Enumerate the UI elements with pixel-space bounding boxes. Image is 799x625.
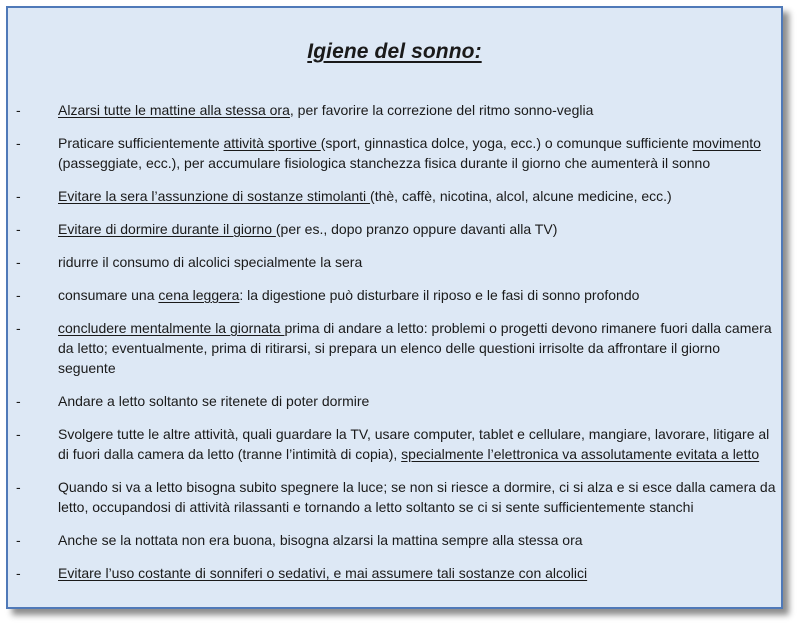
item-text: : la digestione può disturbare il riposo e le fasi di sonno profondo bbox=[239, 287, 640, 303]
sleep-hygiene-panel bbox=[6, 6, 783, 609]
list-item bbox=[16, 424, 778, 464]
emphasized-text: Evitare l’uso costante di sonniferi o sedativi, e mai assumere tali sostanze con alcolici bbox=[58, 565, 588, 581]
list-item bbox=[16, 285, 778, 305]
bullet-dash: - bbox=[16, 254, 21, 270]
item-text: Praticare sufficientemente bbox=[58, 135, 224, 151]
emphasized-text: attività sportive bbox=[223, 135, 321, 151]
list-item bbox=[16, 252, 778, 272]
bullet-dash: - bbox=[16, 393, 21, 409]
bullet-dash: - bbox=[16, 479, 21, 495]
list-item bbox=[16, 318, 778, 378]
bullet-dash: - bbox=[16, 532, 21, 548]
item-text: ridurre il consumo di alcolici specialmente la sera bbox=[58, 254, 363, 270]
bullet-dash: - bbox=[16, 135, 21, 151]
item-text: , per favorire la correzione del ritmo sonno-veglia bbox=[289, 102, 594, 118]
emphasized-text: Evitare la sera l’assunzione di sostanze stimolanti bbox=[58, 188, 371, 204]
emphasized-text: Evitare di dormire durante il giorno bbox=[58, 221, 276, 237]
item-text: Svolgere tutte le altre attività, quali guardare la TV, usare computer, tablet e cellulare, mangiare, lavorare, litigare al di fuori dalla camera da letto (tranne l’intimità di copia), bbox=[58, 426, 770, 462]
bullet-dash: - bbox=[16, 102, 21, 118]
item-text: prima di andare a letto: problemi o progetti devono rimanere fuori dalla camera da letto; eventualmente, prima di ritirarsi, si prepara un elenco delle questioni irrisolte da affrontare il giorno seguente bbox=[58, 320, 772, 376]
list-item bbox=[16, 133, 778, 173]
list-item bbox=[16, 563, 778, 583]
emphasized-text: Alzarsi tutte le mattine alla stessa ora bbox=[58, 102, 290, 118]
item-text: (passeggiate, ecc.), per accumulare fisiologica stanchezza fisica durante il giorno che aumenterà il sonno bbox=[58, 155, 711, 171]
item-text: (sport, ginnastica dolce, yoga, ecc.) o comunque sufficiente bbox=[320, 135, 693, 151]
bullet-dash: - bbox=[16, 565, 21, 581]
emphasized-text: movimento bbox=[692, 135, 761, 151]
emphasized-text: concludere mentalmente la giornata bbox=[58, 320, 285, 336]
bullet-dash: - bbox=[16, 287, 21, 303]
item-text: Anche se la nottata non era buona, bisogna alzarsi la mattina sempre alla stessa ora bbox=[58, 532, 583, 548]
list-item bbox=[16, 186, 778, 206]
bullet-dash: - bbox=[16, 221, 21, 237]
list-item bbox=[16, 100, 778, 120]
item-text: (thè, caffè, nicotina, alcol, alcune medicine, ecc.) bbox=[370, 188, 672, 204]
bullet-dash: - bbox=[16, 320, 21, 336]
list-item bbox=[16, 477, 778, 517]
list-item bbox=[16, 391, 778, 411]
emphasized-text: cena leggera bbox=[158, 287, 240, 303]
item-text: (per es., dopo pranzo oppure davanti alla TV) bbox=[275, 221, 558, 237]
item-text: Andare a letto soltanto se ritenete di poter dormire bbox=[58, 393, 370, 409]
emphasized-text: specialmente l’elettronica va assolutamente evitata a letto bbox=[401, 446, 760, 462]
bullet-dash: - bbox=[16, 426, 21, 442]
item-text: consumare una bbox=[58, 287, 159, 303]
tips-list bbox=[16, 100, 778, 596]
item-text: Quando si va a letto bisogna subito spegnere la luce; se non si riesce a dormire, ci si alza e si esce dalla camera da letto, occupandosi di attività rilassanti e tornando a letto soltanto se ci si sente sufficientemente stanchi bbox=[58, 479, 776, 515]
list-item bbox=[16, 219, 778, 239]
page-title: Igiene del sonno: bbox=[307, 40, 482, 63]
bullet-dash: - bbox=[16, 188, 21, 204]
list-item bbox=[16, 530, 778, 550]
